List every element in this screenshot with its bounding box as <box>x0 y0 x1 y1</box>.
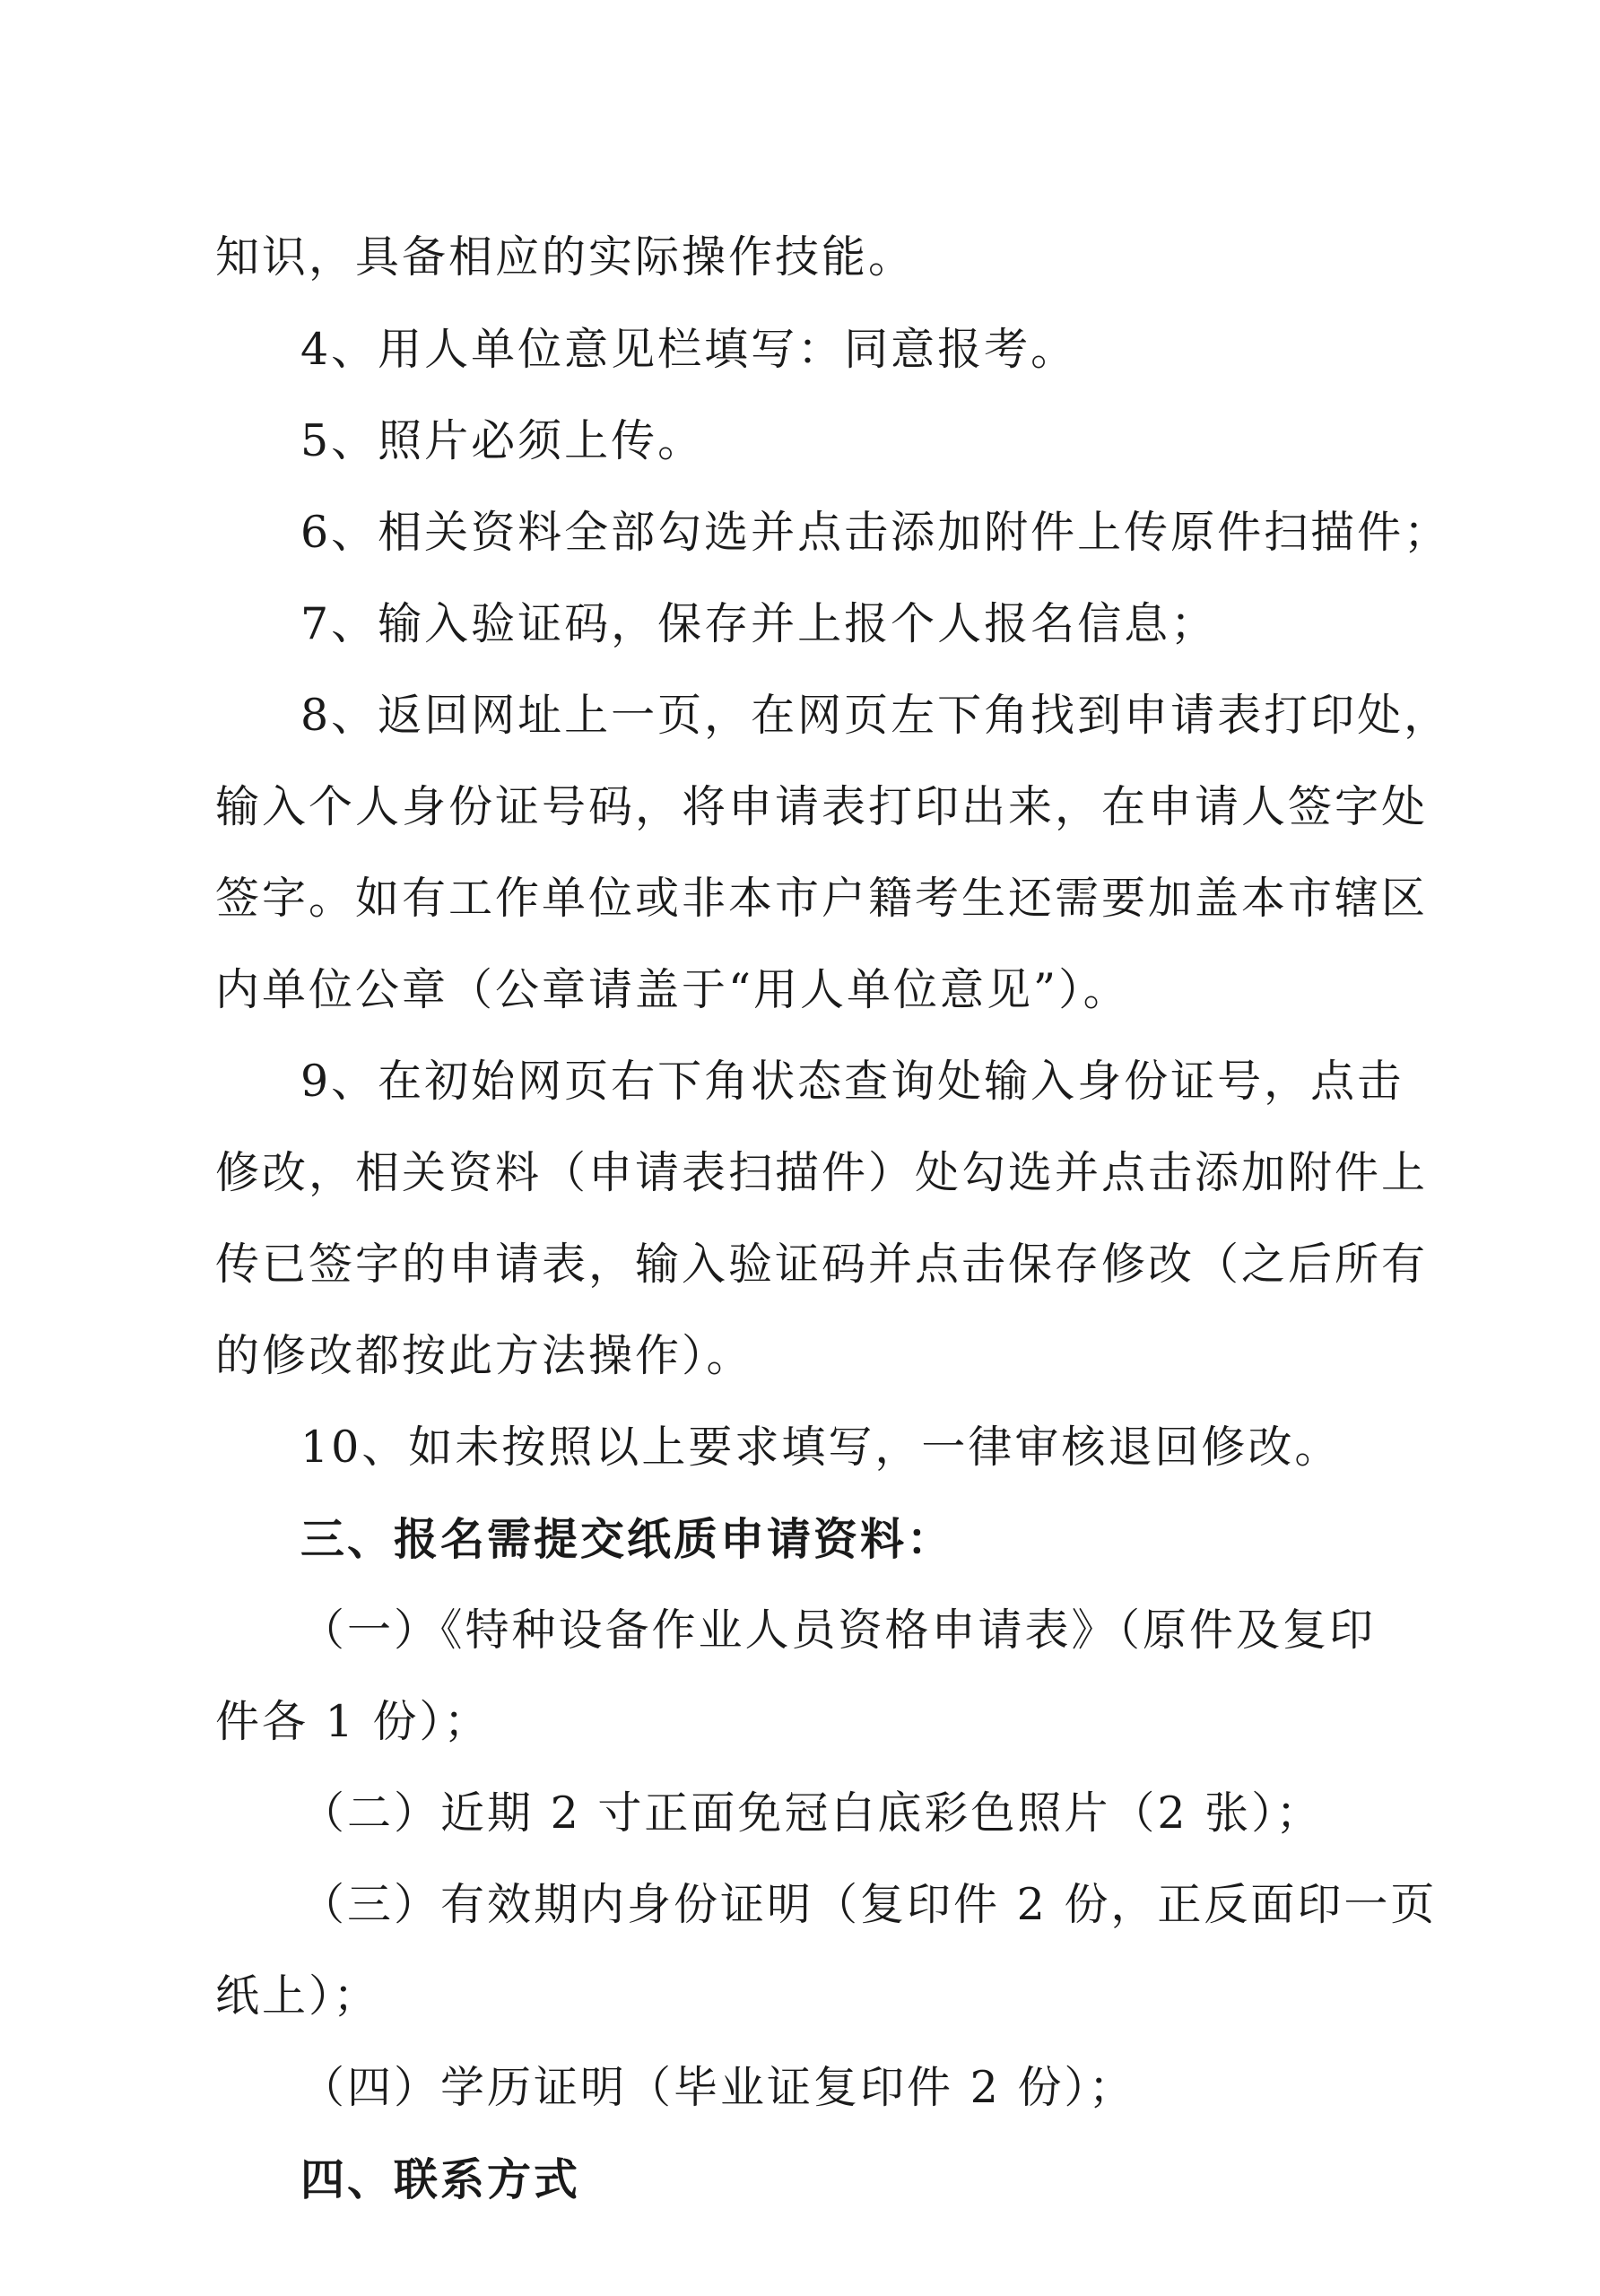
text-line: 7、输入验证码，保存并上报个人报名信息； <box>300 598 1218 649</box>
text-line: 知识，具备相应的实际操作技能。 <box>215 231 916 283</box>
text-line: 内单位公章（公章请盖于“用人单位意见”）。 <box>215 964 1130 1015</box>
text-line: （二）近期 2 寸正面免冠白底彩色照片（2 张）； <box>300 1787 1323 1839</box>
section-heading: 三、报名需提交纸质申请资料： <box>300 1513 954 1565</box>
text-line: 修改，相关资料（申请表扫描件）处勾选并点击添加附件上 <box>215 1147 1429 1198</box>
section-heading: 四、联系方式 <box>300 2153 581 2205</box>
text-line: 纸上）； <box>215 1970 380 2022</box>
text-line: 5、照片必须上传。 <box>300 415 705 466</box>
text-line: 9、在初始网页右下角状态查询处输入身份证号，点击 <box>300 1056 1404 1107</box>
text-line: 传已签字的申请表，输入验证码并点击保存修改（之后所有 <box>215 1239 1429 1290</box>
text-line: 4、用人单位意见栏填写：同意报考。 <box>300 324 1078 375</box>
text-line: 6、相关资料全部勾选并点击添加附件上传原件扫描件； <box>300 507 1451 558</box>
text-line: 8、返回网址上一页，在网页左下角找到申请表打印处， <box>300 690 1451 741</box>
text-line: （四）学历证明（毕业证复印件 2 份）； <box>300 2062 1135 2113</box>
text-line: 10、如未按照以上要求填写，一律审核退回修改。 <box>300 1422 1342 1473</box>
text-line: 件各 1 份）； <box>215 1696 491 1747</box>
text-line: （一）《特种设备作业人员资格申请表》（原件及复印 <box>300 1605 1377 1656</box>
text-line: （三）有效期内身份证明（复印件 2 份，正反面印一页 <box>300 1879 1438 1930</box>
text-line: 输入个人身份证号码，将申请表打印出来，在申请人签字处 <box>215 781 1429 832</box>
text-line: 签字。如有工作单位或非本市户籍考生还需要加盖本市辖区 <box>215 873 1429 924</box>
text-line: 的修改都按此方法操作）。 <box>215 1330 753 1381</box>
